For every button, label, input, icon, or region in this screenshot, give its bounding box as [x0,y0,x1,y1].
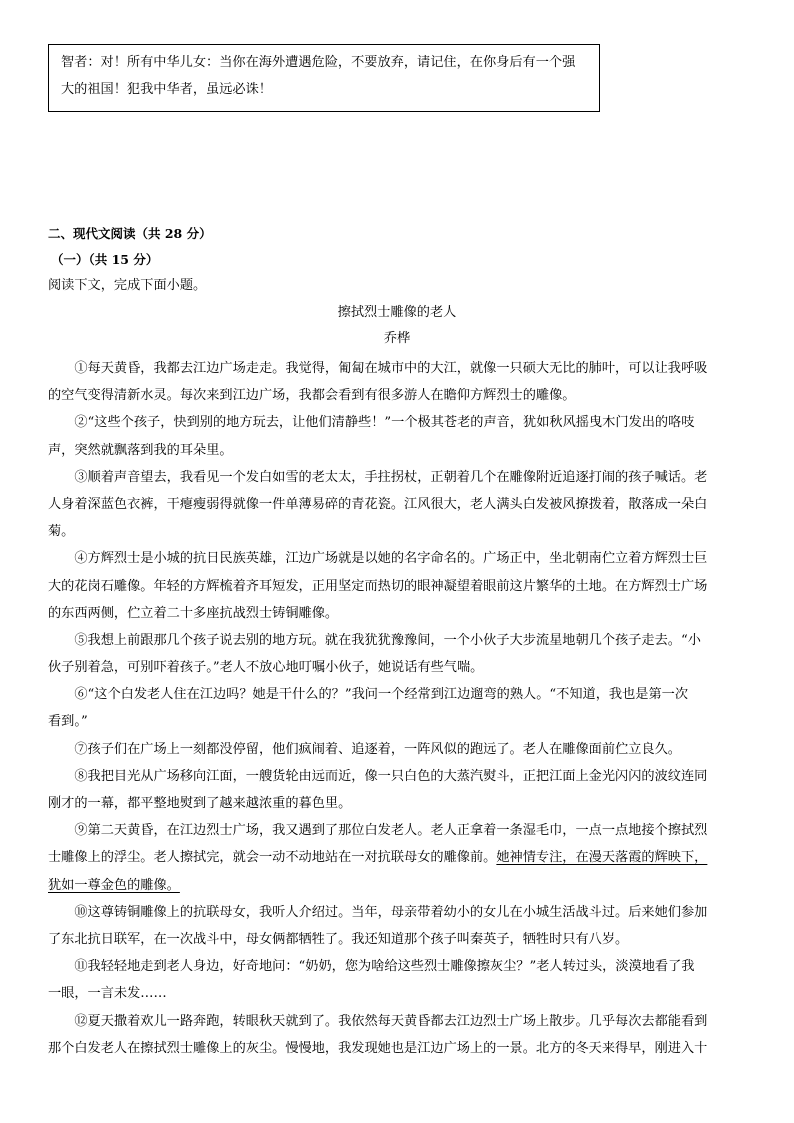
underlined-sentence-part-2: 犹如一尊金色的雕像。 [48,877,180,893]
paragraph-9-line-2 [48,844,754,871]
paragraph-3-line-3: 菊。 [48,524,75,540]
quote-box [48,44,600,112]
article-body [48,355,754,1062]
article-title: 擦拭烈士雕像的老人 [337,305,457,320]
paragraph-1-line-2: 的空气变得清新水灵。每次来到江边广场，我都会看到有很多游人在瞻仰方辉烈士的雕像。 [48,388,576,404]
paragraph-5-line-1: ⑤我想上前跟那几个孩子说去别的地方玩。就在我犹犹豫豫间，一个小伙子大步流星地朝几个孩子走去。“小 [48,632,701,648]
paragraph-3-line-1: ③顺着声音望去，我看见一个发白如雪的老太太，手拄拐杖，正朝着几个在雕像附近追逐打闹的孩子喊话。老 [48,469,708,485]
paragraph-6-line-1: ⑥“这个白发老人住在江边吗？她是干什么的？”我问一个经常到江边遛弯的熟人。“不知道，我也是第一次 [48,687,689,703]
subsection-title: （一）（共 15 分） [51,252,159,267]
paragraph-4-line-1: ④方辉烈士是小城的抗日民族英雄，江边广场就是以她的名字命名的。广场正中，坐北朝南伫立着方辉烈士巨 [48,551,708,567]
paragraph-9-line-2-text: 士雕像上的浮尘。老人擦拭完，就会一动不动地站在一对抗联母女的雕像前。 [48,850,497,866]
paragraph-3-line-2: 人身着深蓝色衣裤，干瘪瘦弱得就像一件单薄易碎的青花瓷。江风很大，老人满头白发被风撩拨着，散落成一朵白 [48,496,708,512]
quote-line: 智者：对！所有中华儿女：当你在海外遭遇危险，不要放弃，请记住，在你身后有一个强 [61,55,576,70]
paragraph-8-line-1: ⑧我把目光从广场移向江面，一艘货轮由远而近，像一只白色的大蒸汽熨斗，正把江面上金光闪闪的波纹连同 [48,768,708,784]
paragraph-8-line-2: 刚才的一幕，都平整地熨到了越来越浓重的暮色里。 [48,796,352,811]
paragraph-5-line-2: 伙子别着急，可别吓着孩子。”老人不放心地叮嘱小伙子，她说话有些气喘。 [48,660,484,676]
paragraph-4-line-3: 的东西两侧，伫立着二十多座抗战烈士铸铜雕像。 [48,605,339,621]
paragraph-4-line-2: 大的花岗石雕像。年轻的方辉梳着齐耳短发，正用坚定而热切的眼神凝望着眼前这片繁华的土地。在方辉烈士广场 [48,578,708,594]
paragraph-10-line-2: 了东北抗日联军，在一次战斗中，母女俩都牺牲了。我还知道那个孩子叫秦英子，牺牲时只有八岁。 [48,931,629,947]
paragraph-10-line-1: ⑩这尊铸铜雕像上的抗联母女，我听人介绍过。当年，母亲带着幼小的女儿在小城生活战斗过。后来她们参加 [48,904,708,920]
paragraph-7-line-1: ⑦孩子们在广场上一刻都没停留，他们疯闹着、追逐着，一阵风似的跑远了。老人在雕像面前伫立良久。 [48,741,681,757]
paragraph-6-line-2: 看到。” [48,714,88,730]
paragraph-2-line-1: ②“这些个孩子，快到别的地方玩去，让他们清静些！”一个极其苍老的声音，犹如秋风摇曳木门发出的咯吱 [48,415,695,431]
article-author: 乔桦 [383,331,411,346]
paragraph-9-line-1: ⑨第二天黄昏，在江边烈士广场，我又遇到了那位白发老人。老人正拿着一条湿毛巾，一点一点地接个擦拭烈 [48,823,708,839]
quote-line: 大的祖国！犯我中华者，虽远必诛！ [61,82,272,98]
reading-instruction: 阅读下文，完成下面小题。 [48,278,207,293]
paragraph-11-line-1: ⑪我轻轻地走到老人身边，好奇地问：“奶奶，您为啥给这些烈士雕像擦灰尘？”老人转过头，淡漠地看了我 [48,959,695,975]
paragraph-11-line-2: 一眼，一言未发…… [48,986,167,1002]
section-title: 二、现代文阅读（共 28 分） [48,226,212,241]
paragraph-12-line-1: ⑫夏天撒着欢儿一路奔跑，转眼秋天就到了。我依然每天黄昏都去江边烈士广场上散步。几乎每次去都能看到 [48,1013,708,1029]
paragraph-1-line-1: ①每天黄昏，我都去江边广场走走。我觉得，匍匐在城市中的大江，就像一只硕大无比的肺叶，可以让我呼吸 [48,361,708,376]
underlined-sentence-part-1: 她神情专注，在漫天落霞的辉映下， [496,850,708,866]
paragraph-2-line-2: 声，突然就飘落到我的耳朵里。 [48,442,233,458]
paragraph-12-line-2: 那个白发老人在擦拭烈士雕像上的灰尘。慢慢地，我发现她也是江边广场上的一景。北方的冬天来得早，刚进入十 [48,1040,708,1056]
